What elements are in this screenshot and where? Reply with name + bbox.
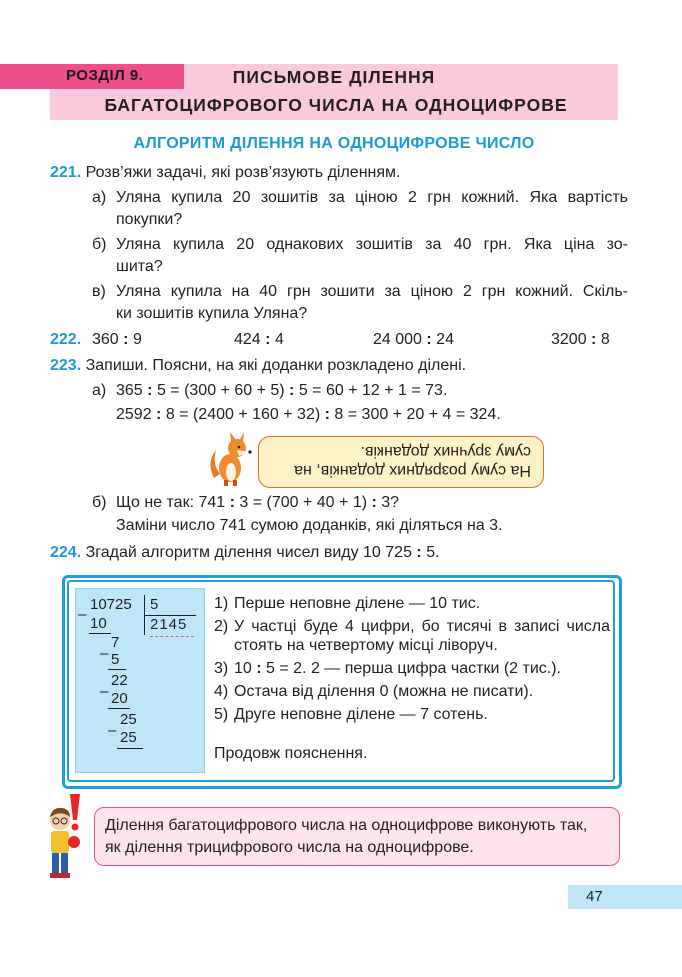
chapter-title-line2: БАГАТОЦИФРОВОГО ЧИСЛА НА ОДНОЦИФРОВЕ	[104, 95, 568, 115]
boy-illustration	[40, 790, 90, 882]
rule-box	[94, 807, 620, 866]
remainder-3: 25	[120, 711, 137, 728]
subtrahend-2: 5	[111, 651, 120, 668]
algorithm-step: 3) 10 : 5 = 2. 2 — перша цифра частки (2 тис.).	[214, 660, 561, 677]
item-letter: а)	[92, 189, 107, 206]
divisor: 5	[150, 596, 159, 613]
item-letter: б)	[92, 236, 107, 253]
section-tag: РОЗДІЛ 9.	[0, 64, 184, 89]
quotient: 2145	[150, 616, 188, 633]
task-221	[50, 163, 400, 182]
minus-sign: –	[100, 645, 109, 662]
minus-sign: –	[108, 722, 117, 739]
remainder-1: 7	[111, 634, 120, 651]
task-224: 224. Згадай алгоритм ділення чисел виду 10 725 : 5.	[50, 544, 440, 561]
step-line	[108, 708, 130, 709]
subtrahend-3: 20	[111, 690, 128, 707]
item-letter: в)	[92, 283, 106, 300]
dividend: 10725	[90, 596, 132, 613]
task-222-number: 222.	[50, 331, 82, 348]
task-text: Розв’яжи задачі, які розв’язують діленням.	[85, 164, 401, 181]
item-letter: б)	[92, 494, 107, 511]
task-221-a-line1: Уляна купила 20 зошитів за ціною 2 грн кожний. Яка вартість	[116, 189, 628, 206]
task-222-expr-3: 24 000 : 24	[373, 331, 454, 348]
rule-text: Ділення багатоцифрового числа на одноцифрове виконують так, як ділення трицифрового числа на одноцифрове.	[105, 817, 588, 856]
step-line	[108, 669, 126, 670]
task-221-a-line2: покупки?	[116, 211, 183, 228]
task-221-c-line2: ки зошитів купила Уляна?	[116, 305, 308, 322]
item-letter: а)	[92, 382, 107, 399]
task-223-b-line2: Заміни число 741 сумою доданків, які діляться на 3.	[116, 517, 503, 534]
task-222-expr-4: 3200 : 8	[551, 331, 610, 348]
hint-text-upside-down: На суму розрядних доданків, на суму зручних доданків.	[294, 443, 531, 479]
minus-sign: –	[78, 606, 87, 623]
task-number: 224.	[50, 544, 82, 561]
subtrahend-4: 25	[120, 729, 137, 746]
subtrahend-1: 10	[90, 615, 107, 632]
task-221-c-line1: Уляна купила на 40 грн зошити за ціною 2 грн кожний. Скіль-	[116, 283, 628, 300]
step-line	[117, 748, 143, 749]
task-223-a-line1: 365 : 5 = (300 + 60 + 5) : 5 = 60 + 12 + 1 = 73.	[116, 382, 448, 399]
chapter-title-line1: ПИСЬМОВЕ ДІЛЕННЯ	[232, 67, 436, 87]
task-222-expr-2: 424 : 4	[234, 331, 284, 348]
algorithm-steps	[214, 594, 610, 728]
minus-sign: –	[100, 683, 109, 700]
task-221-b-line1: Уляна купила 20 однакових зошитів за 40 грн. Яка ціна зо-	[116, 236, 628, 253]
task-222-expr-1: 360 : 9	[92, 331, 142, 348]
task-223-b-line1: Що не так: 741 : 3 = (700 + 40 + 1) : 3?	[116, 494, 400, 511]
task-223-a-line2: 2592 : 8 = (2400 + 160 + 32) : 8 = 300 + 20 + 4 = 324.	[116, 406, 501, 423]
step-line	[89, 633, 111, 634]
continue-prompt: Продовж пояснення.	[214, 745, 368, 762]
remainder-2: 22	[111, 672, 128, 689]
hint-bubble	[258, 436, 544, 488]
algorithm-step: 2) У частці буде 4 цифри, бо тисячі в записі числа стоять на четвертому місці ліворуч.	[214, 618, 610, 654]
task-text: Запиши. Поясни, на які доданки розкладено ділені.	[85, 357, 467, 374]
task-number: 223.	[50, 357, 82, 374]
algorithm-step: 1) Перше неповне ділене — 10 тис.	[214, 595, 481, 612]
task-223	[50, 356, 466, 375]
section-subheading: АЛГОРИТМ ДІЛЕННЯ НА ОДНОЦИФРОВЕ ЧИСЛО	[133, 135, 535, 152]
page-number: 47	[586, 888, 603, 905]
algorithm-step: 5) Друге неповне ділене — 7 сотень.	[214, 706, 488, 723]
task-number: 221.	[50, 164, 82, 181]
algorithm-step: 4) Остача від ділення 0 (можна не писати).	[214, 683, 534, 700]
task-221-b-line2: шита?	[116, 258, 163, 275]
quotient-dashed-marks	[150, 636, 194, 637]
fox-illustration	[206, 428, 256, 486]
